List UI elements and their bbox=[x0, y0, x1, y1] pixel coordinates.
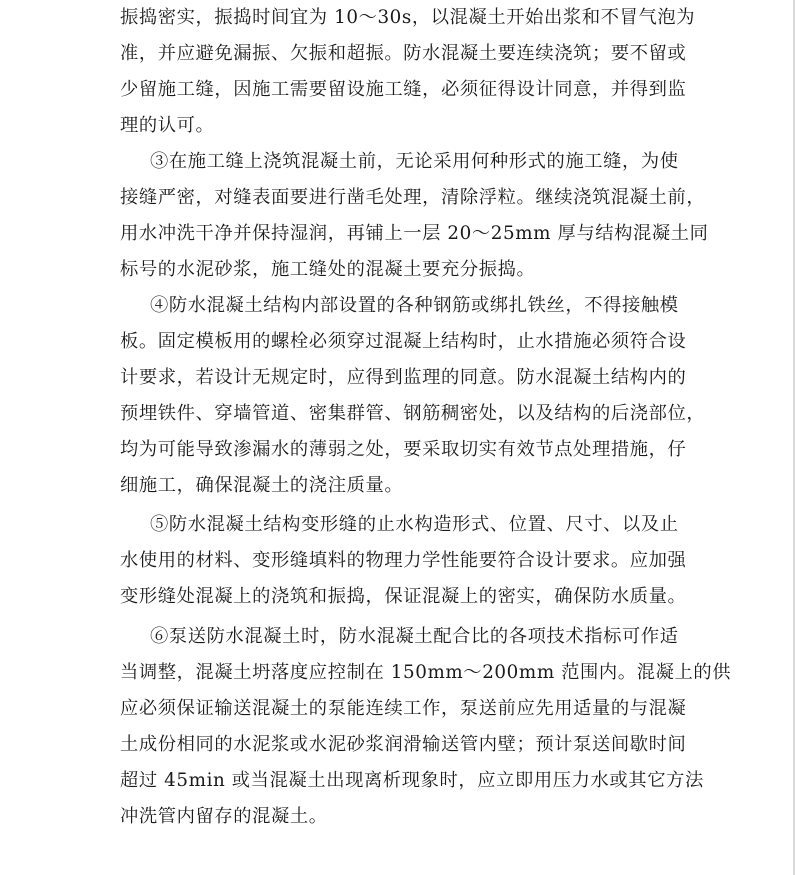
paragraph-line: 变形缝处混凝上的浇筑和振捣，保证混凝上的密实，确保防水质量。 bbox=[120, 586, 687, 607]
paragraph-line: ⑤防水混凝土结构变形缝的止水构造形式、位置、尺寸、以及止 bbox=[150, 514, 679, 535]
paragraph-line: ③在施工缝上浇筑混凝土前，无论采用何种形式的施工缝，为使 bbox=[150, 151, 679, 172]
paragraph-line: 预埋铁件、穿墙管道、密集群管、钢筋稠密处，以及结构的后浇部位， bbox=[120, 403, 706, 424]
paragraph-line: 土成份相同的水泥浆或水泥砂浆润滑输送管内壁；预计泵送间歇时间 bbox=[120, 734, 687, 755]
paragraph-line: 准，并应避免漏振、欠振和超振。防水混凝土要连续浇筑；要不留或 bbox=[120, 43, 687, 64]
paragraph-line: 理的认可。 bbox=[120, 115, 215, 136]
paragraph-line: ④防水混凝土结构内部设置的各种钢筋或绑扎铁丝，不得接触模 bbox=[150, 295, 679, 316]
paragraph-line: 水使用的材料、变形缝填料的物理力学性能要符合设计要求。应加强 bbox=[120, 550, 687, 571]
paragraph-line: 超过 45min 或当混凝土出现离析现象时，应立即用压力水或其它方法 bbox=[120, 770, 704, 791]
paragraph-line: 冲洗管内留存的混凝土。 bbox=[120, 806, 328, 827]
paragraph-line: ⑥泵送防水混凝土时，防水混凝土配合比的各项技术指标可作适 bbox=[150, 626, 679, 647]
paragraph-line: 标号的水泥砂浆，施工缝处的混凝土要充分振捣。 bbox=[120, 259, 536, 280]
paragraph-line: 应必须保证输送混凝土的泵能连续工作，泵送前应先用适量的与混凝 bbox=[120, 698, 687, 719]
paragraph-line: 接缝严密，对缝表面要进行凿毛处理，清除浮粒。继续浇筑混凝土前， bbox=[120, 187, 706, 208]
paragraph-line: 计要求，若设计无规定时，应得到监理的同意。防水混凝土结构内的 bbox=[120, 367, 687, 388]
paragraph-line: 细施工，确保混凝土的浇注质量。 bbox=[120, 475, 404, 496]
paragraph-line: 当调整，混凝土坍落度应控制在 150mm～200mm 范围内。混凝上的供 bbox=[120, 662, 732, 683]
paragraph-line: 均为可能导致渗漏水的薄弱之处，要采取切实有效节点处理措施，仔 bbox=[120, 439, 687, 460]
paragraph-line: 用水冲洗干净并保持湿润，再铺上一层 20～25mm 厚与结构混凝土同 bbox=[120, 223, 709, 244]
paragraph-line: 板。固定模板用的螺栓必须穿过混凝上结构时，止水措施必须符合设 bbox=[120, 331, 687, 352]
paragraph-line: 振捣密实，振捣时间宜为 10～30s，以混凝土开始出浆和不冒气泡为 bbox=[120, 7, 696, 28]
paragraph-line: 少留施工缝，因施工需要留设施工缝，必须征得设计同意，并得到监 bbox=[120, 79, 687, 100]
